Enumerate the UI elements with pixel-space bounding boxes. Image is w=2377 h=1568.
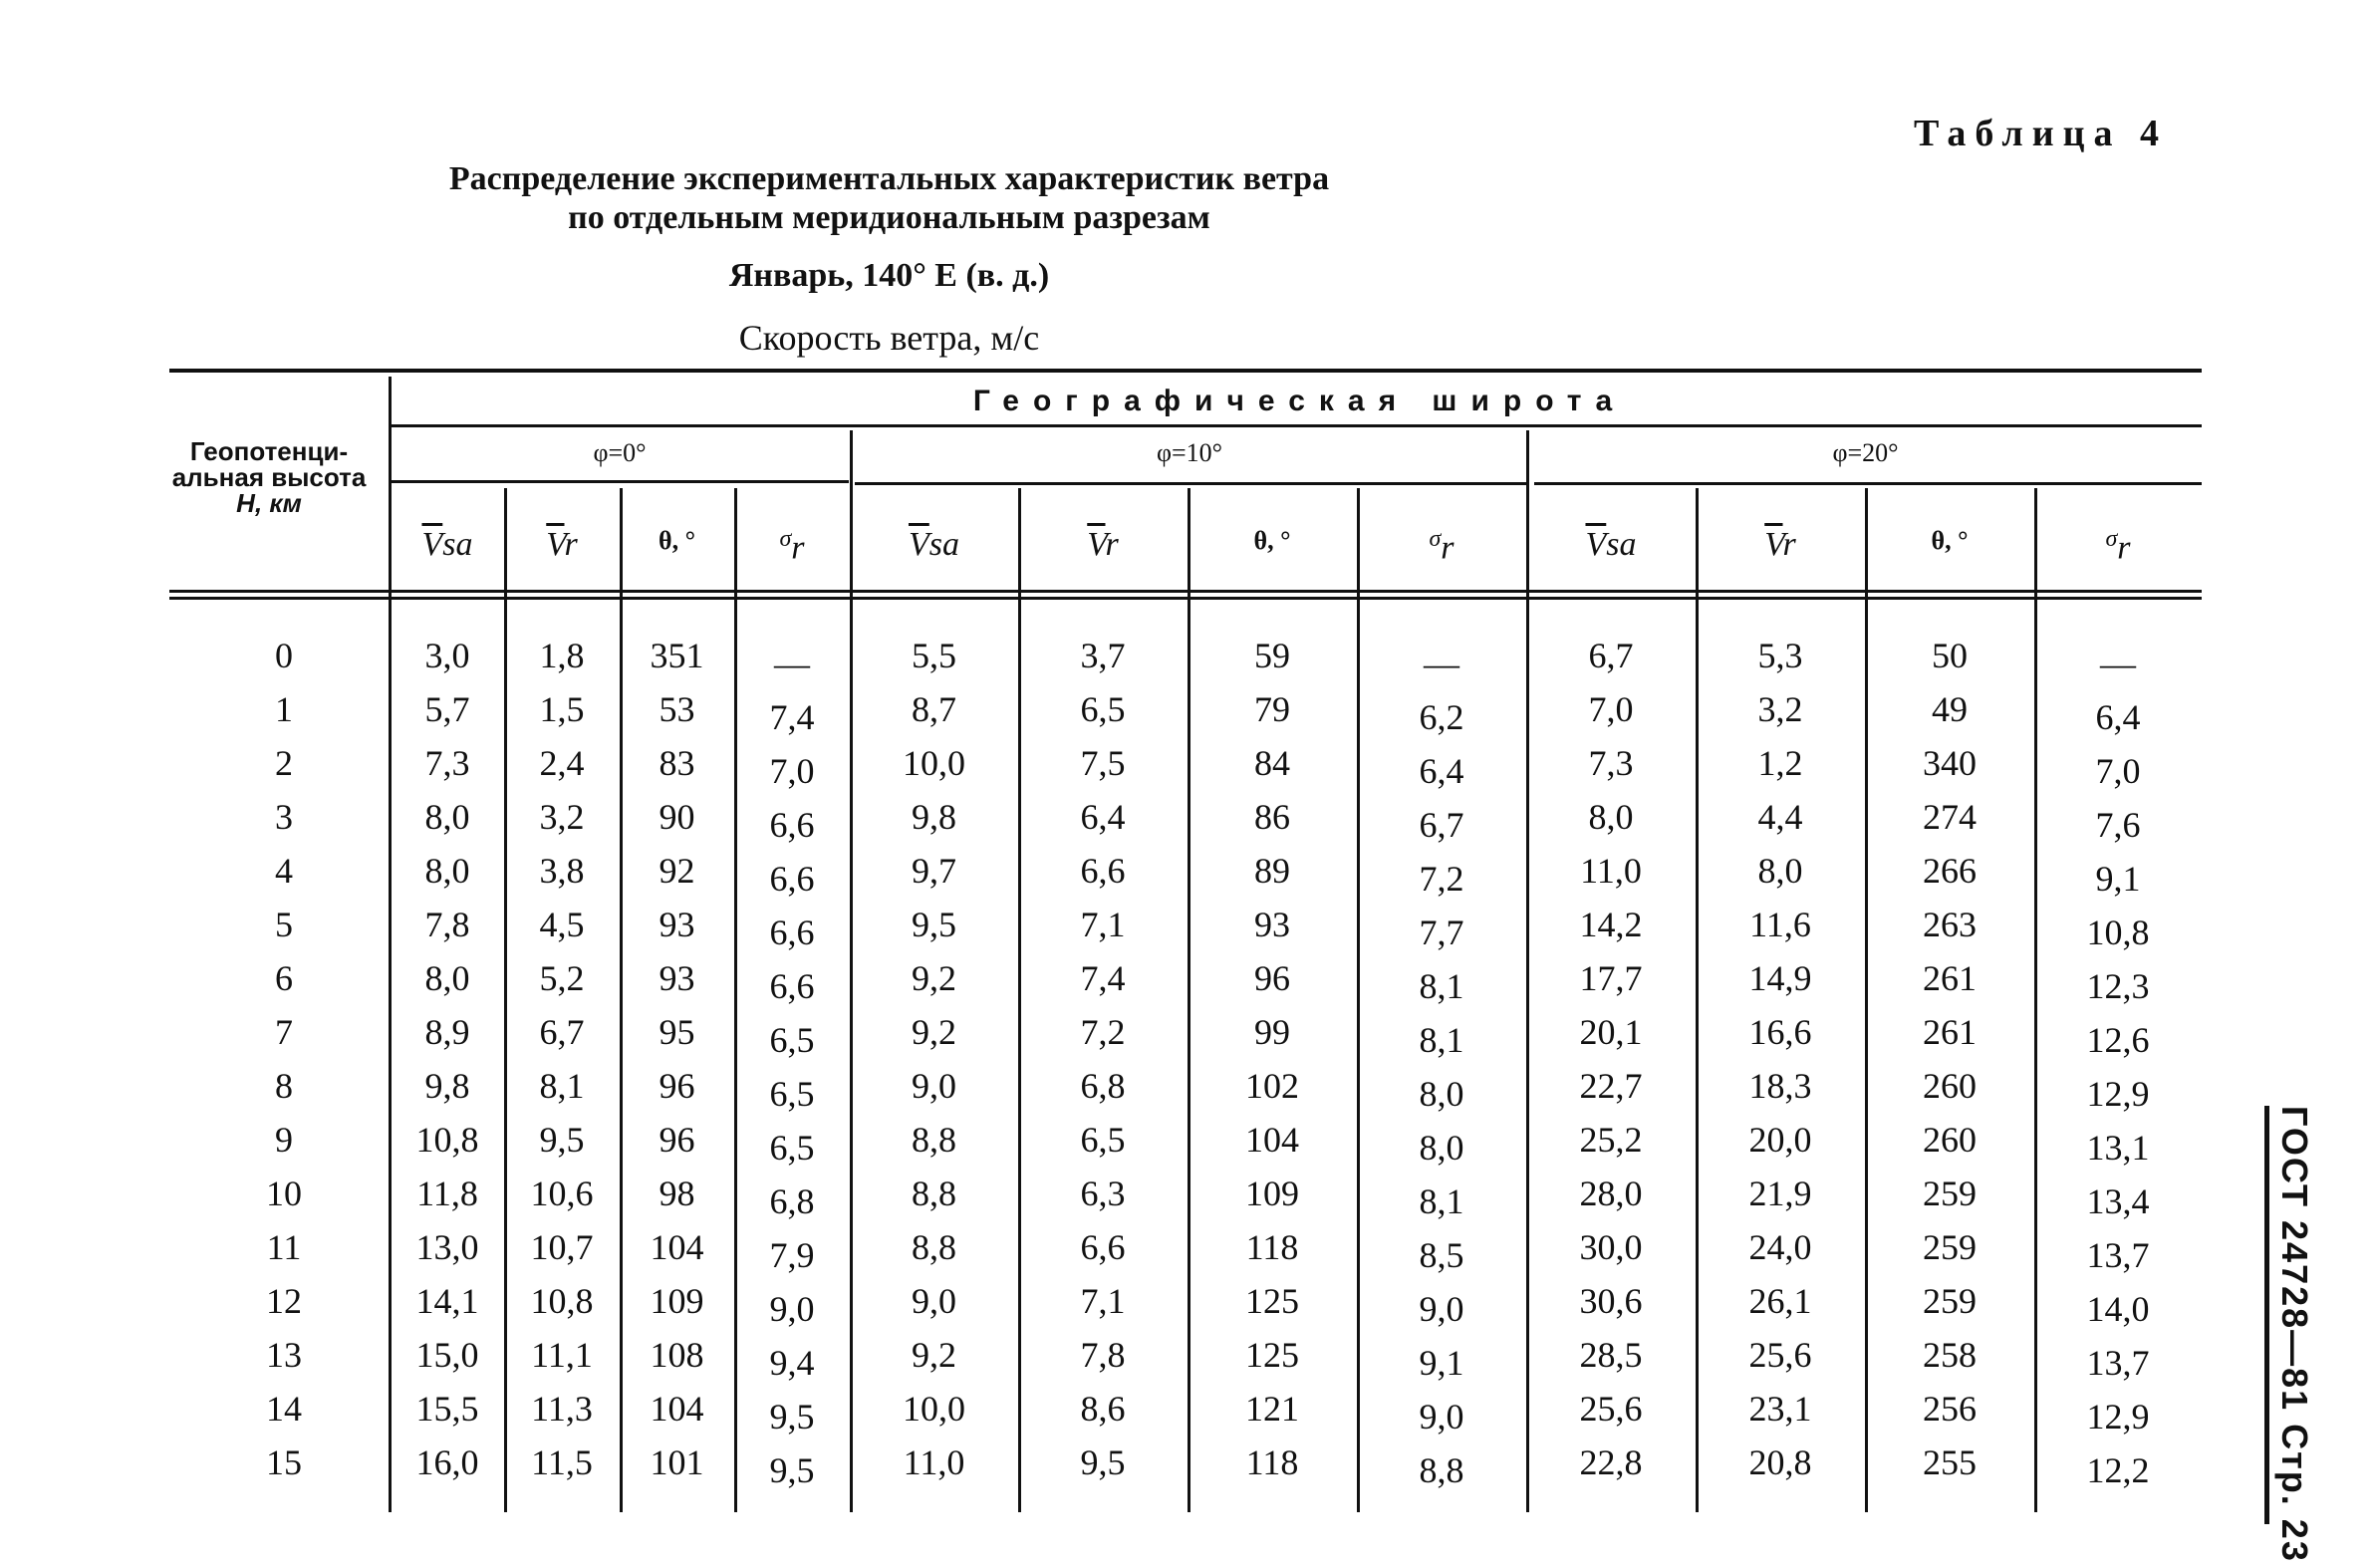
table-cell: 8,0 — [424, 958, 470, 998]
table-cell: 9,2 — [912, 958, 956, 998]
table-cell: 89 — [1254, 851, 1290, 891]
table-cell: 9,5 — [912, 905, 956, 944]
table-cell: 16,0 — [415, 1442, 479, 1482]
table-cell: 8,8 — [912, 1227, 956, 1267]
column-header-vr-1 — [504, 526, 620, 564]
table-cell: 50 — [1932, 636, 1968, 675]
table-cell: 22,8 — [1579, 1442, 1643, 1482]
table-cell: 9,7 — [912, 851, 956, 891]
table-cell: 109 — [1245, 1174, 1299, 1213]
table-cell: 9,0 — [769, 1289, 815, 1329]
table-cell: 59 — [1254, 636, 1290, 675]
table-top-rule — [169, 369, 2202, 373]
table-cell: 92 — [659, 851, 695, 891]
table-cell: 6,5 — [769, 1020, 815, 1060]
table-cell: 7,5 — [1080, 743, 1126, 783]
table-cell: 14,9 — [1748, 958, 1812, 998]
column-header-vsa-2 — [850, 526, 1018, 564]
table-cell: 9,2 — [912, 1335, 956, 1375]
table-cell: 20,0 — [1748, 1120, 1812, 1160]
table-cell: 340 — [1923, 743, 1977, 783]
table-cell: 9,8 — [424, 1066, 470, 1106]
table-cell: 1,8 — [539, 636, 585, 675]
header-bottom-rule-1 — [169, 590, 2202, 593]
table-cell: 79 — [1254, 689, 1290, 729]
table-cell: 83 — [659, 743, 695, 783]
table-cell: 6,7 — [539, 1012, 585, 1052]
table-cell: 23,1 — [1748, 1389, 1812, 1429]
column-header-vsa-1 — [391, 526, 504, 564]
table-cell: — — [1424, 644, 1459, 683]
table-cell: 7,3 — [424, 743, 470, 783]
table-cell: 16,6 — [1748, 1012, 1812, 1052]
table-cell: 260 — [1923, 1066, 1977, 1106]
height-cell: 7 — [275, 1012, 293, 1052]
table-cell: 3,0 — [424, 636, 470, 675]
table-cell: 8,5 — [1419, 1235, 1464, 1275]
table-cell: 8,0 — [1757, 851, 1803, 891]
table-cell: 93 — [659, 905, 695, 944]
table-cell: 6,8 — [769, 1181, 815, 1221]
table-cell: 6,6 — [769, 913, 815, 952]
column-header-theta-2: θ, ° — [1253, 526, 1291, 555]
table-subtitle: Январь, 140° E (в. д.) — [728, 257, 1050, 294]
table-cell: 4,5 — [539, 905, 585, 944]
table-cell: 6,6 — [769, 805, 815, 845]
table-cell: 13,1 — [2086, 1128, 2150, 1168]
table-cell: 109 — [650, 1281, 704, 1321]
table-cell: 6,7 — [1419, 805, 1464, 845]
column-header-vr-2 — [1018, 526, 1188, 564]
table-cell: 13,4 — [2086, 1181, 2150, 1221]
table-cell: 24,0 — [1748, 1227, 1812, 1267]
table-cell: 15,0 — [415, 1335, 479, 1375]
table-cell: 274 — [1923, 797, 1977, 837]
table-cell: 259 — [1923, 1281, 1977, 1321]
table-cell: 15,5 — [415, 1389, 479, 1429]
header-bottom-rule-2 — [169, 597, 2202, 600]
table-cell: 6,4 — [2095, 697, 2141, 737]
table-cell: 9,4 — [769, 1343, 815, 1383]
table-cell: 3,2 — [539, 797, 585, 837]
table-cell: 8,1 — [1419, 1181, 1464, 1221]
table-cell: 8,0 — [1588, 797, 1634, 837]
table-cell: 10,8 — [415, 1120, 479, 1160]
table-cell: 25,6 — [1748, 1335, 1812, 1375]
table-cell: 14,0 — [2086, 1289, 2150, 1329]
column-header-theta-3: θ, ° — [1931, 526, 1969, 555]
table-cell: 259 — [1923, 1227, 1977, 1267]
table-cell: 6,2 — [1419, 697, 1464, 737]
table-cell: 6,8 — [1080, 1066, 1126, 1106]
table-cell: 11,5 — [531, 1442, 593, 1482]
table-cell: 7,9 — [769, 1235, 815, 1275]
title-line-1: Распределение экспериментальных характеристик ветра — [448, 160, 1330, 197]
column-header-subscript: r — [2117, 529, 2131, 567]
column-header-subscript: r — [791, 529, 805, 567]
table-cell: 260 — [1923, 1120, 1977, 1160]
column-header-subscript: sa — [1606, 526, 1637, 563]
table-cell: — — [2100, 644, 2136, 683]
table-cell: 9,0 — [912, 1281, 956, 1321]
column-header-subscript: r — [1105, 526, 1119, 563]
table-cell: 9,5 — [769, 1450, 815, 1490]
table-cell: 6,3 — [1080, 1174, 1126, 1213]
table-cell: 17,7 — [1579, 958, 1643, 998]
side-reference: ГОСТ 24728—81 Стр. 23 — [2274, 1106, 2315, 1563]
height-cell: 8 — [275, 1066, 293, 1106]
height-cell: 14 — [266, 1389, 302, 1429]
table-cell: 7,6 — [2095, 805, 2141, 845]
height-cell: 13 — [266, 1335, 302, 1375]
table-cell: 28,0 — [1579, 1174, 1643, 1213]
table-cell: 7,4 — [769, 697, 815, 737]
table-cell: 7,8 — [424, 905, 470, 944]
table-cell: 20,8 — [1748, 1442, 1812, 1482]
latitude-10-header: φ=10° — [1156, 438, 1223, 467]
column-header-subscript: r — [1441, 529, 1454, 567]
table-cell: 3,7 — [1080, 636, 1126, 675]
table-cell: 49 — [1932, 689, 1968, 729]
table-cell: 261 — [1923, 1012, 1977, 1052]
table-cell: 7,1 — [1080, 1281, 1126, 1321]
table-cell: 6,7 — [1588, 636, 1634, 675]
table-cell: 13,7 — [2086, 1343, 2150, 1383]
table-cell: 8,1 — [1419, 1020, 1464, 1060]
table-cell: 12,2 — [2086, 1450, 2150, 1490]
table-cell: 9,1 — [2095, 859, 2141, 899]
table-cell: 6,6 — [769, 966, 815, 1006]
table-cell: 9,0 — [1419, 1289, 1464, 1329]
table-cell: 6,6 — [1080, 1227, 1126, 1267]
table-cell: 351 — [650, 636, 704, 675]
height-cell: 12 — [266, 1281, 302, 1321]
height-cell: 11 — [266, 1227, 302, 1267]
table-cell: 6,5 — [769, 1074, 815, 1114]
table-cell: 1,2 — [1757, 743, 1803, 783]
height-cell: 5 — [275, 905, 293, 944]
table-cell: 7,0 — [2095, 751, 2141, 791]
table-cell: 93 — [1254, 905, 1290, 944]
table-cell: 12,9 — [2086, 1397, 2150, 1437]
table-cell: 13,7 — [2086, 1235, 2150, 1275]
table-cell: 118 — [1245, 1227, 1299, 1267]
table-cell: 5,3 — [1757, 636, 1803, 675]
table-cell: 20,1 — [1579, 1012, 1643, 1052]
height-cell: 15 — [266, 1442, 302, 1482]
table-cell: 7,4 — [1080, 958, 1126, 998]
table-cell: 30,0 — [1579, 1227, 1643, 1267]
title-line-2: по отдельным меридиональным разрезам — [568, 199, 1210, 236]
table-cell: 263 — [1923, 905, 1977, 944]
side-reference-bar — [2264, 1106, 2269, 1524]
column-header-symbol: $\overline{V}$ — [421, 526, 443, 563]
column-header-vr-3 — [1696, 526, 1865, 564]
table-cell: 12,6 — [2086, 1020, 2150, 1060]
column-header-sigma-2 — [1357, 526, 1526, 567]
table-number: Таблица 4 — [1913, 113, 2168, 154]
table-cell: 8,0 — [424, 797, 470, 837]
table-cell: 258 — [1923, 1335, 1977, 1375]
table-cell: 18,3 — [1748, 1066, 1812, 1106]
column-header-subscript: sa — [928, 526, 959, 563]
table-cell: 8,8 — [912, 1174, 956, 1213]
column-header-sigma-3 — [2034, 526, 2202, 567]
table-cell: 8,1 — [539, 1066, 585, 1106]
column-header-subscript: r — [1782, 526, 1796, 563]
table-cell: 22,7 — [1579, 1066, 1643, 1106]
column-header-symbol: σ — [779, 526, 792, 552]
table-cell: 10,0 — [903, 743, 965, 783]
column-header-vsa-3 — [1526, 526, 1696, 564]
table-cell: 11,6 — [1749, 905, 1811, 944]
table-cell: 25,2 — [1579, 1120, 1643, 1160]
column-header-symbol: $\overline{V}$ — [908, 526, 929, 563]
row-header-line-3: H, км — [236, 488, 302, 518]
table-cell: 7,3 — [1588, 743, 1634, 783]
phi-20-rule — [1534, 482, 2202, 485]
table-cell: 8,1 — [1419, 966, 1464, 1006]
table-cell: 11,3 — [531, 1389, 593, 1429]
row-header-line-2: альная высота — [171, 462, 367, 492]
table-cell: 21,9 — [1748, 1174, 1812, 1213]
table-cell: 12,9 — [2086, 1074, 2150, 1114]
table-title — [0, 159, 1778, 237]
table-cell: 8,0 — [1419, 1074, 1464, 1114]
table-cell: 14,2 — [1579, 905, 1643, 944]
table-cell: 261 — [1923, 958, 1977, 998]
table-cell: 2,4 — [539, 743, 585, 783]
phi-0-rule — [391, 480, 849, 483]
table-cell: 108 — [650, 1335, 704, 1375]
table-cell: 9,2 — [912, 1012, 956, 1052]
table-cell: 118 — [1245, 1442, 1299, 1482]
table-cell: 8,8 — [1419, 1450, 1464, 1490]
table-cell: 104 — [1245, 1120, 1299, 1160]
height-cell: 0 — [275, 636, 293, 675]
column-header-symbol: $\overline{V}$ — [1585, 526, 1607, 563]
table-cell: 6,5 — [1080, 689, 1126, 729]
table-cell: 9,8 — [912, 797, 956, 837]
table-cell: 6,4 — [1080, 797, 1126, 837]
column-header-symbol: $\overline{V}$ — [546, 526, 565, 563]
table-cell: 6,5 — [1080, 1120, 1126, 1160]
table-cell: 6,6 — [769, 859, 815, 899]
row-header — [149, 438, 389, 516]
table-cell: 1,5 — [539, 689, 585, 729]
table-cell: 53 — [659, 689, 695, 729]
table-cell: 256 — [1923, 1389, 1977, 1429]
table-cell: 6,4 — [1419, 751, 1464, 791]
table-cell: 98 — [659, 1174, 695, 1213]
table-cell: 7,2 — [1419, 859, 1464, 899]
column-header-theta-1: θ, ° — [659, 526, 695, 555]
phi-10-rule — [855, 482, 1528, 485]
table-cell: 9,5 — [1080, 1442, 1126, 1482]
table-cell: 28,5 — [1579, 1335, 1643, 1375]
table-cell: 96 — [659, 1066, 695, 1106]
table-cell: 7,1 — [1080, 905, 1126, 944]
height-cell: 6 — [275, 958, 293, 998]
table-cell: 26,1 — [1748, 1281, 1812, 1321]
height-cell: 1 — [275, 689, 293, 729]
table-cell: 259 — [1923, 1174, 1977, 1213]
table-cell: 9,0 — [912, 1066, 956, 1106]
table-cell: 9,1 — [1419, 1343, 1464, 1383]
table-cell: 121 — [1245, 1389, 1299, 1429]
latitude-20-header: φ=20° — [1832, 438, 1899, 467]
table-cell: 96 — [1254, 958, 1290, 998]
table-cell: 104 — [650, 1389, 704, 1429]
table-cell: 12,3 — [2086, 966, 2150, 1006]
table-cell: 8,9 — [424, 1012, 470, 1052]
table-cell: 95 — [659, 1012, 695, 1052]
units-caption: Скорость ветра, м/с — [738, 318, 1040, 358]
table-cell: 101 — [650, 1442, 704, 1482]
table-cell: 13,0 — [415, 1227, 479, 1267]
column-header-subscript: r — [564, 526, 578, 563]
table-cell: 10,7 — [530, 1227, 594, 1267]
table-cell: 125 — [1245, 1335, 1299, 1375]
table-cell: 104 — [650, 1227, 704, 1267]
table-cell: 7,0 — [769, 751, 815, 791]
height-cell: 10 — [266, 1174, 302, 1213]
height-cell: 4 — [275, 851, 293, 891]
table-cell: 7,8 — [1080, 1335, 1126, 1375]
latitude-group-header: Географическая широта — [972, 385, 1627, 417]
table-cell: 8,0 — [424, 851, 470, 891]
table-cell: 96 — [659, 1120, 695, 1160]
table-cell: — — [774, 644, 810, 683]
latitude-group-rule — [391, 424, 2202, 427]
table-cell: 5,7 — [424, 689, 470, 729]
table-cell: 3,2 — [1757, 689, 1803, 729]
table-cell: 84 — [1254, 743, 1290, 783]
table-cell: 5,2 — [539, 958, 585, 998]
table-cell: 9,0 — [1419, 1397, 1464, 1437]
table-cell: 7,7 — [1419, 913, 1464, 952]
table-cell: 30,6 — [1579, 1281, 1643, 1321]
table-cell: 4,4 — [1757, 797, 1803, 837]
column-header-symbol: $\overline{V}$ — [1764, 526, 1783, 563]
table-cell: 3,8 — [539, 851, 585, 891]
table-cell: 11,0 — [1580, 851, 1642, 891]
height-cell: 3 — [275, 797, 293, 837]
table-cell: 6,6 — [1080, 851, 1126, 891]
table-cell: 86 — [1254, 797, 1290, 837]
table-cell: 10,0 — [903, 1389, 965, 1429]
table-cell: 5,5 — [912, 636, 956, 675]
table-cell: 25,6 — [1579, 1389, 1643, 1429]
table-cell: 7,0 — [1588, 689, 1634, 729]
table-cell: 7,2 — [1080, 1012, 1126, 1052]
latitude-0-header: φ=0° — [593, 438, 647, 467]
table-cell: 6,5 — [769, 1128, 815, 1168]
table-cell: 90 — [659, 797, 695, 837]
table-cell: 102 — [1245, 1066, 1299, 1106]
table-cell: 255 — [1923, 1442, 1977, 1482]
table-cell: 8,7 — [912, 689, 956, 729]
table-cell: 9,5 — [539, 1120, 585, 1160]
table-cell: 11,0 — [903, 1442, 965, 1482]
table-cell: 10,8 — [530, 1281, 594, 1321]
column-header-sigma-1 — [734, 526, 850, 567]
table-cell: 11,8 — [416, 1174, 478, 1213]
column-header-symbol: σ — [1429, 526, 1442, 552]
table-cell: 8,0 — [1419, 1128, 1464, 1168]
table-cell: 99 — [1254, 1012, 1290, 1052]
table-cell: 9,5 — [769, 1397, 815, 1437]
table-cell: 11,1 — [531, 1335, 593, 1375]
row-header-line-1: Геопотенци- — [189, 436, 349, 466]
column-header-subscript: sa — [442, 526, 473, 563]
column-header-symbol: $\overline{V}$ — [1087, 526, 1106, 563]
table-cell: 8,8 — [912, 1120, 956, 1160]
table-cell: 10,6 — [530, 1174, 594, 1213]
table-cell: 8,6 — [1080, 1389, 1126, 1429]
column-header-symbol: σ — [2105, 526, 2118, 552]
table-cell: 125 — [1245, 1281, 1299, 1321]
table-cell: 266 — [1923, 851, 1977, 891]
height-cell: 9 — [275, 1120, 293, 1160]
table-cell: 10,8 — [2086, 913, 2150, 952]
table-cell: 93 — [659, 958, 695, 998]
height-cell: 2 — [275, 743, 293, 783]
table-cell: 14,1 — [415, 1281, 479, 1321]
